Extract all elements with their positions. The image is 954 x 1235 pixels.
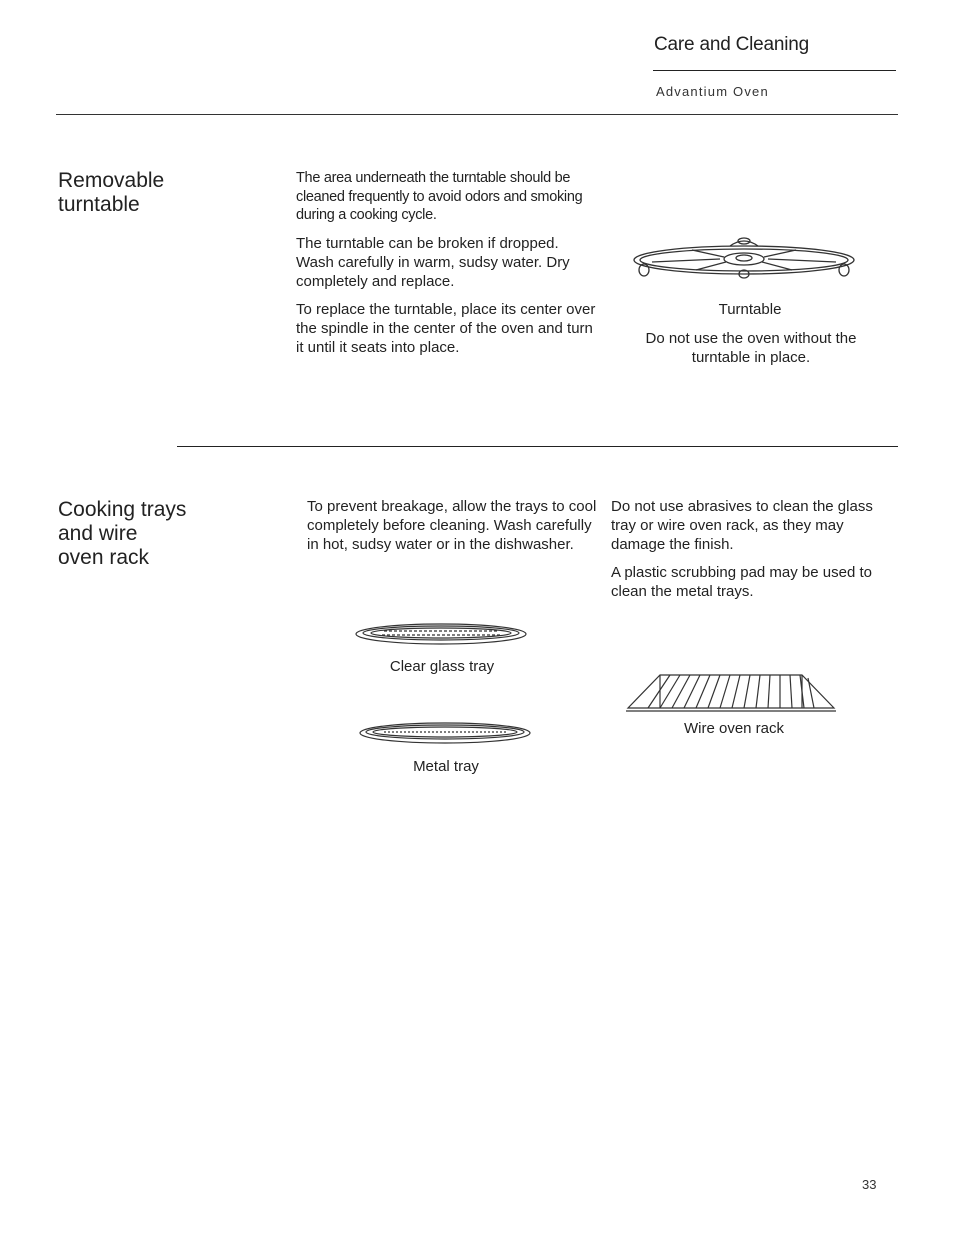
- turntable-heading: [58, 169, 164, 217]
- paragraph: Do not use abrasives to clean the glass tray or wire oven rack, as they may damage the finish.: [611, 498, 873, 553]
- page-number: 33: [862, 1177, 877, 1192]
- section-divider: [177, 446, 898, 447]
- paragraph: The turntable can be broken if dropped. Wash carefully in warm, sudsy water. Dry completely and replace.: [296, 234, 570, 290]
- turntable-note: Do not use the oven without the turntable in place.: [645, 330, 857, 366]
- glass-tray-illustration: [354, 621, 528, 647]
- trays-heading: [58, 498, 186, 570]
- wire-rack-icon: [624, 672, 838, 714]
- paragraph: To prevent breakage, allow the trays to cool completely before cleaning. Wash carefully in hot, sudsy water or in the dishwasher.: [307, 498, 597, 553]
- heading-line: and wire: [58, 522, 138, 545]
- paragraph: The area underneath the turntable should be cleaned frequently to avoid odors and smoking during a cooking cycle.: [296, 170, 583, 223]
- heading-line: oven rack: [58, 546, 150, 569]
- product-name: Advantium Oven: [656, 84, 769, 99]
- glass-tray-caption: Clear glass tray: [389, 658, 495, 675]
- paragraph: A plastic scrubbing pad may be used to clean the metal trays.: [611, 564, 872, 600]
- heading-line: Cooking trays: [58, 498, 187, 521]
- turntable-text: [296, 169, 596, 366]
- trays-left-text: [307, 497, 597, 563]
- trays-right-text: [611, 497, 901, 610]
- wire-rack-illustration: [624, 672, 838, 714]
- metal-tray-caption: Metal tray: [413, 758, 479, 775]
- metal-tray-icon: [358, 720, 532, 746]
- section-title: Care and Cleaning: [654, 34, 810, 55]
- paragraph: To replace the turntable, place its center over the spindle in the center of the oven and turn it until it seats into place.: [296, 300, 596, 356]
- heading-line: Removable: [58, 169, 165, 192]
- glass-tray-icon: [354, 621, 528, 647]
- turntable-icon: [630, 232, 858, 286]
- top-divider: [56, 114, 898, 115]
- header-divider: [653, 70, 896, 71]
- turntable-caption: Turntable: [718, 301, 782, 318]
- turntable-illustration: [630, 232, 858, 286]
- wire-rack-caption: Wire oven rack: [683, 720, 785, 737]
- metal-tray-illustration: [358, 720, 532, 746]
- heading-line: turntable: [58, 193, 140, 216]
